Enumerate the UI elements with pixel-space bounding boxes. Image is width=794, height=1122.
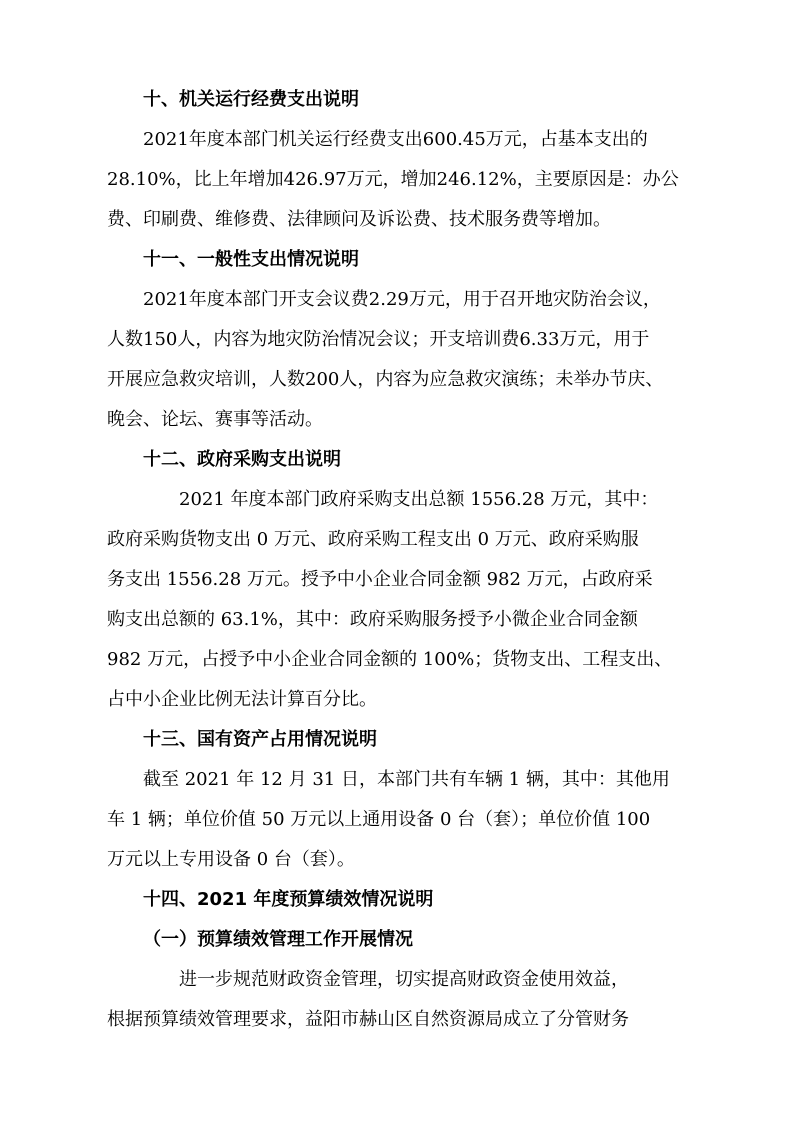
text-line: 2021年度本部门机关运行经费支出600.45万元，占基本支出的: [143, 129, 648, 150]
text-line: 人数150人，内容为地灾防治情况会议；开支培训费6.33万元，用于: [107, 329, 650, 350]
text-line: 务支出 1556.28 万元。授予中小企业合同金额 982 万元，占政府采: [107, 569, 653, 590]
text-line: 982 万元，占授予中小企业合同金额的 100%；货物支出、工程支出、: [107, 649, 673, 670]
section-heading-operating-expenses: 十、机关运行经费支出说明: [143, 89, 359, 110]
section-heading-performance: 十四、2021 年度预算绩效情况说明: [143, 889, 434, 910]
text-line: 2021 年度本部门政府采购支出总额 1556.28 万元，其中：: [179, 489, 659, 510]
section-body-procurement: [107, 480, 689, 720]
section-heading-procurement: 十二、政府采购支出说明: [143, 449, 341, 470]
section-body-operating-expenses: [107, 120, 689, 240]
text-line: 开展应急救灾培训，人数200人，内容为应急救灾演练；未举办节庆、: [107, 369, 664, 390]
text-line: 28.10%，比上年增加426.97万元，增加246.12%，主要原因是：办公: [107, 169, 679, 190]
text-line: 进一步规范财政资金管理，切实提高财政资金使用效益，: [179, 969, 629, 990]
text-line: 2021年度本部门开支会议费2.29万元，用于召开地灾防治会议，: [143, 289, 661, 310]
section-body-state-assets: [107, 760, 689, 880]
text-line: 车 1 辆；单位价值 50 万元以上通用设备 0 台（套）；单位价值 100: [107, 809, 651, 830]
section-body-general-expenses: [107, 280, 689, 440]
text-line: 政府采购货物支出 0 万元、政府采购工程支出 0 万元、政府采购服: [107, 529, 639, 550]
section-heading-general-expenses: 十一、一般性支出情况说明: [143, 249, 359, 270]
text-line: 万元以上专用设备 0 台（套）。: [107, 849, 355, 870]
section-heading-state-assets: 十三、国有资产占用情况说明: [143, 729, 377, 750]
text-line: 费、印刷费、维修费、法律顾问及诉讼费、技术服务费等增加。: [107, 209, 611, 230]
subsection-heading-performance-management: （一）预算绩效管理工作开展情况: [143, 929, 413, 950]
text-line: 根据预算绩效管理要求，益阳市赫山区自然资源局成立了分管财务: [107, 1009, 629, 1030]
text-line: 晚会、论坛、赛事等活动。: [107, 409, 323, 430]
document-body: [107, 80, 689, 1040]
text-line: 截至 2021 年 12 月 31 日，本部门共有车辆 1 辆，其中：其他用: [143, 769, 670, 790]
text-line: 购支出总额的 63.1%，其中：政府采购服务授予小微企业合同金额: [107, 609, 638, 630]
subsection-body-performance-management: [107, 960, 689, 1040]
text-line: 占中小企业比例无法计算百分比。: [107, 689, 377, 710]
